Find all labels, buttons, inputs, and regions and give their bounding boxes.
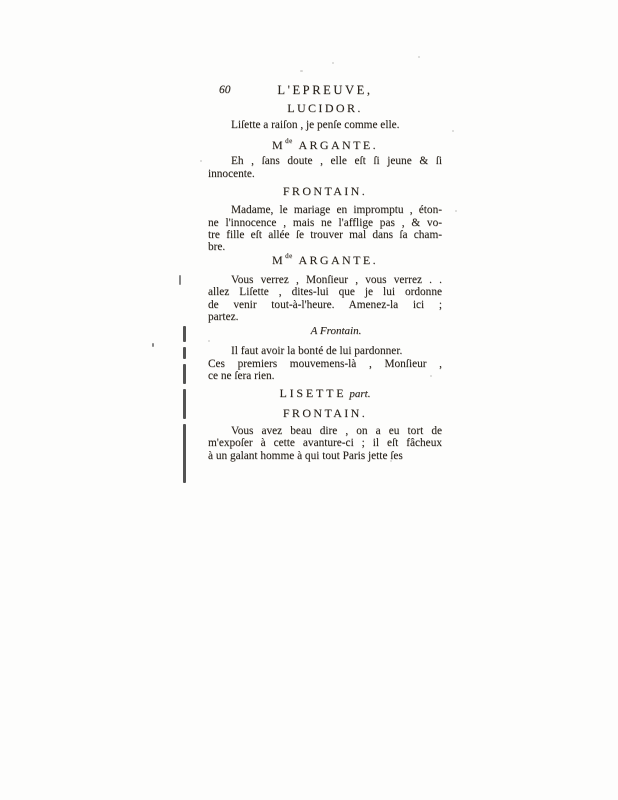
speaker-name: ARGANTE. xyxy=(298,252,378,267)
speaker-prefix: M xyxy=(272,252,286,267)
speaker-heading-argante xyxy=(208,250,442,267)
speaker-heading-frontain: FRONTAIN. xyxy=(282,405,368,420)
speech-line: allez Liſette , dites-lui que je lui ordonne xyxy=(208,286,442,299)
speech-line: Il faut avoir la bonté de lui pardonner. xyxy=(231,345,403,358)
binding-mark xyxy=(152,343,154,347)
speech-line: ne l'innocence , mais ne l'afflige pas , & vo- xyxy=(208,216,442,229)
exit-character: LISETTE xyxy=(279,385,347,400)
speech-argante-3 xyxy=(208,345,442,382)
speaker-superscript: de xyxy=(285,251,293,260)
stage-exit xyxy=(208,386,442,401)
binding-mark xyxy=(179,275,181,285)
speaker-heading-frontain: FRONTAIN. xyxy=(282,184,368,199)
scan-speckle xyxy=(300,70,303,72)
speaker-superscript: de xyxy=(285,137,293,146)
speaker-heading-argante xyxy=(208,135,442,152)
running-title: L'EPREUVE, xyxy=(277,83,373,97)
speech-line: Ces premiers mouvemens-là , Monſieur , xyxy=(208,357,442,370)
speech-argante-1 xyxy=(208,155,442,180)
binding-mark xyxy=(183,364,186,384)
speech-line: Vous verrez , Monſieur , vous verrez . . xyxy=(231,273,442,286)
speech-frontain-1 xyxy=(208,204,442,254)
scan-speckle xyxy=(332,62,334,64)
speech-line: innocente. xyxy=(208,167,255,180)
speaker-prefix: M xyxy=(272,138,286,153)
speech-line: partez. xyxy=(208,311,239,324)
running-header xyxy=(208,84,442,97)
speech-line: Madame, le mariage en impromptu , éton- xyxy=(231,204,442,217)
exit-direction: part. xyxy=(349,387,371,400)
scan-speckle xyxy=(418,56,420,58)
binding-mark xyxy=(183,347,186,359)
speech-line: à un galant homme à qui tout Paris jette ſes xyxy=(208,449,403,462)
speaker-heading-lucidor: LUCIDOR. xyxy=(287,101,363,115)
binding-mark xyxy=(183,326,186,342)
speech-line: m'expoſer à cette avanture-ci ; il eſt fâcheux xyxy=(208,437,442,450)
page-number: 60 xyxy=(219,84,231,96)
speech-frontain-2 xyxy=(208,425,442,462)
speech-lucidor xyxy=(208,119,442,131)
speech-line: ce ne ſera rien. xyxy=(208,370,275,383)
speech-line: bre. xyxy=(208,241,226,254)
speech-line: tre fille eſt allée ſe trouver mal dans ſa cham- xyxy=(208,229,442,242)
speech-line: de venir tout-à-l'heure. Amenez-la ici ; xyxy=(208,298,442,311)
speech-line: Liſette a raiſon , je penſe comme elle. xyxy=(231,119,400,131)
binding-mark xyxy=(183,424,186,483)
scan-speckle xyxy=(200,160,202,162)
speech-line: Vous avez beau dire , on a eu tort de xyxy=(231,424,442,437)
scan-speckle xyxy=(452,130,454,132)
scan-speckle xyxy=(455,210,457,212)
speech-argante-2 xyxy=(208,274,442,324)
speaker-name: ARGANTE. xyxy=(298,138,378,153)
stage-direction: A Frontain. xyxy=(310,325,362,338)
text-column xyxy=(208,84,442,462)
speech-line: Eh , ſans doute , elle eſt ſi jeune & ſi xyxy=(231,155,442,168)
binding-mark xyxy=(183,389,186,419)
